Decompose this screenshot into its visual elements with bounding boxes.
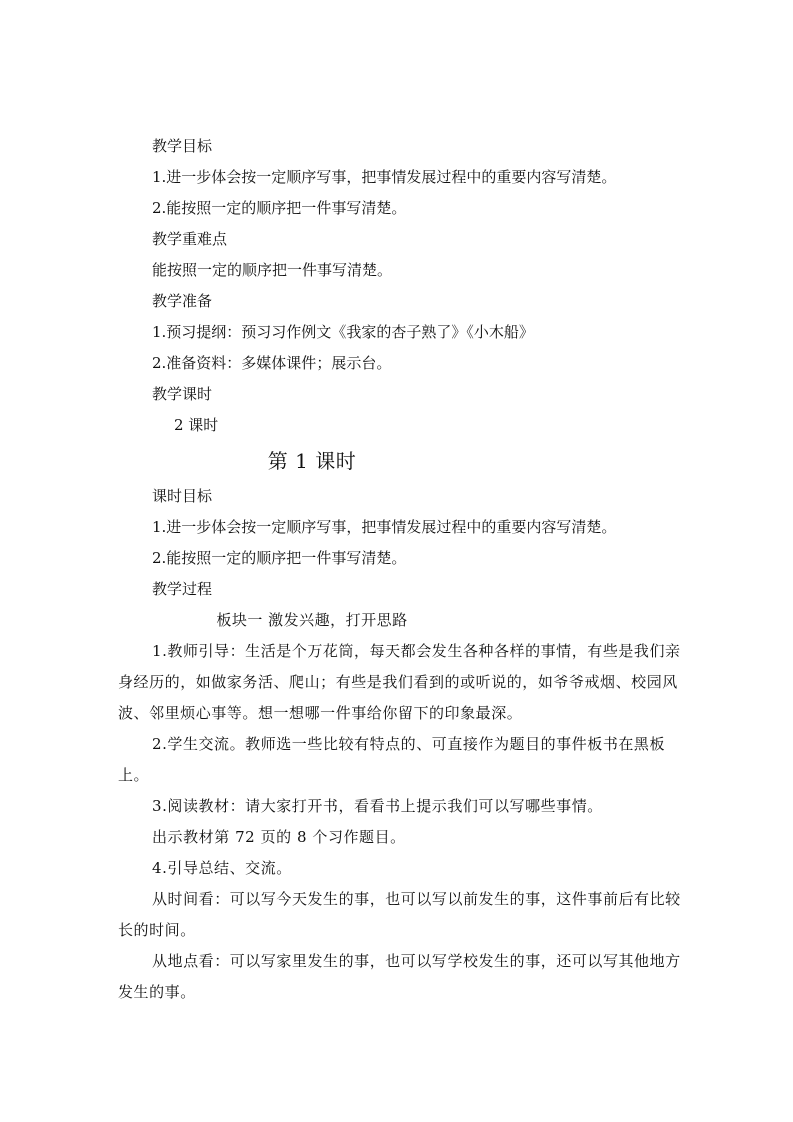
objective-item-1: 1.进一步体会按一定顺序写事，把事情发展过程中的重要内容写清楚。 [152, 168, 617, 186]
lesson-title: 第 1 课时 [267, 449, 357, 473]
hours-heading: 教学课时 [152, 385, 213, 403]
key-points-text: 能按照一定的顺序把一件事写清楚。 [152, 261, 393, 279]
block-title: 板块一 激发兴趣，打开思路 [216, 611, 408, 629]
process-paragraph-3: 3.阅读教材：请大家打开书，看看书上提示我们可以写哪些事情。 [152, 797, 603, 815]
objective-item-2: 2.能按照一定的顺序把一件事写清楚。 [152, 199, 407, 217]
preparation-item-2: 2.准备资料：多媒体课件；展示台。 [152, 354, 392, 372]
lesson-objective-item-2: 2.能按照一定的顺序把一件事写清楚。 [152, 549, 407, 567]
process-paragraph-6: 从时间看：可以写今天发生的事，也可以写以前发生的事，这件事前后有比较长的时间。 [118, 890, 681, 939]
process-heading: 教学过程 [152, 580, 213, 598]
preparation-item-1: 1.预习提纲：预习习作例文《我家的杏子熟了》《小木船》 [152, 323, 534, 341]
key-points-heading: 教学重难点 [152, 230, 228, 248]
process-paragraph-4: 出示教材第 72 页的 8 个习作题目。 [152, 828, 406, 846]
process-paragraph-2: 2.学生交流。教师选一些比较有特点的、可直接作为题目的事件板书在黑板上。 [118, 735, 666, 784]
process-paragraph-1: 1.教师引导：生活是个万花筒，每天都会发生各种各样的事情，有些是我们亲身经历的，如做家务活、爬山；有些是我们看到的或听说的，如爷爷戒烟、校园风波、邻里烦心事等。想一想哪一件事给你留下的印象最深。 [118, 642, 681, 722]
objectives-heading: 教学目标 [152, 137, 213, 155]
lesson-objectives-heading: 课时目标 [152, 487, 213, 505]
lesson-objective-item-1: 1.进一步体会按一定顺序写事，把事情发展过程中的重要内容写清楚。 [152, 518, 617, 536]
process-paragraph-5: 4.引导总结、交流。 [152, 859, 292, 877]
preparation-heading: 教学准备 [152, 292, 213, 310]
process-paragraph-7: 从地点看：可以写家里发生的事，也可以写学校发生的事，还可以写其他地方发生的事。 [118, 952, 681, 1001]
hours-text: 2 课时 [174, 416, 219, 434]
document-content [118, 131, 682, 1008]
